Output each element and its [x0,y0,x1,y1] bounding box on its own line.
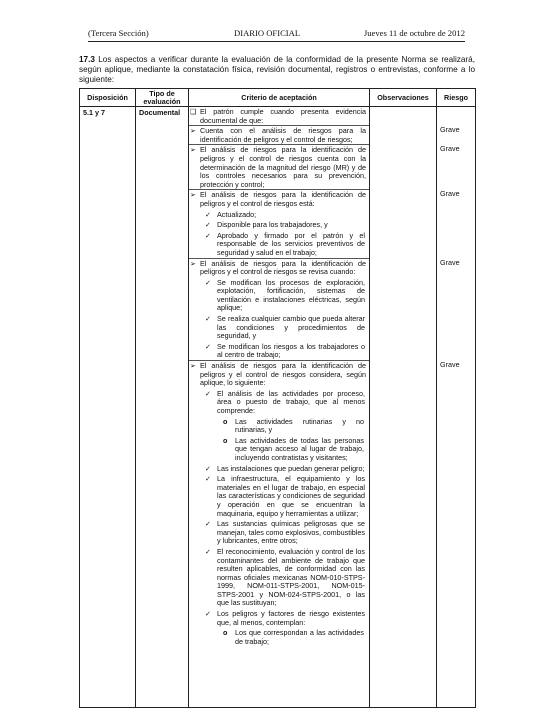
criteria-list [189,107,369,703]
col-header-criterio: Criterio de aceptación [189,89,370,107]
criteria-lead [189,107,369,125]
section-number: 17.3 [79,55,95,64]
criteria-item-text: Los peligros y factores de riesgo existentes que, al menos, contemplan: [217,609,365,627]
cell-riesgo [437,107,476,708]
criteria-item-text: Cuenta con el análisis de riesgos para la identificación de peligros y el control de riesgos; [200,126,366,144]
check-bullet-icon: ✓ [205,220,212,230]
risk-label: Grave [440,258,460,267]
check-bullet-icon: ✓ [205,546,212,556]
verification-table [79,88,476,708]
circle-bullet-icon: o [223,628,228,638]
criteria-item-text: Se modifican los riesgos a los trabajadores o al centro de trabajo; [217,341,365,360]
arrow-bullet-icon: ➢ [190,190,197,200]
check-bullet-icon: ✓ [205,314,212,324]
cell-disposicion: 5.1 y 7 [80,107,136,708]
risk-column [437,107,475,703]
criteria-item [189,437,369,463]
square-bullet-icon: ❑ [190,107,197,116]
criteria-item [189,520,369,546]
criteria-item-text: Las instalaciones que puedan generar peligro; [217,463,365,473]
criteria-item-text: Actualizado; [217,209,257,219]
criteria-item [189,189,369,208]
arrow-bullet-icon: ➢ [190,258,197,268]
criteria-item-text: Las actividades de todas las personas que tengan acceso al lugar de trabajo, incluyendo contratistas y visitantes; [235,435,364,462]
check-bullet-icon: ✓ [205,474,212,484]
criteria-item [189,465,369,474]
criteria-item [189,360,369,388]
criteria-item-text: El análisis de riesgos para la identificación de peligros y el control de riesgos considera, según aplique, lo siguiente: [200,361,366,388]
page-header [88,27,465,42]
header-date: Jueves 11 de octubre de 2012 [363,28,465,38]
criteria-item [189,258,369,277]
criteria-item [189,232,369,258]
criteria-item [189,279,369,313]
criteria-item [189,315,369,341]
criteria-item-text: Las actividades rutinarias y no rutinarias, y [235,416,364,435]
check-bullet-icon: ✓ [205,230,212,240]
intro-text: Los aspectos a verificar durante la evaluación de la conformidad de la presente Norma se realizará, según aplique, mediante la constatación física, revisión documental, registros o entrevistas, conforme a lo siguiente: [79,55,475,85]
criteria-item [189,343,369,360]
risk-label: Grave [440,125,460,134]
intro-paragraph [79,55,475,86]
criteria-item-text: Los que correspondan a las actividades de trabajo; [235,628,364,646]
table-row [80,107,476,708]
criteria-item-text: El análisis de riesgos para la identificación de peligros y el control de riesgos cuenta con la determinación de la magnitud del riesgo (MR) y de los controles necesarios para su prevención, protección y control; [200,145,366,189]
arrow-bullet-icon: ➢ [190,126,197,136]
check-bullet-icon: ✓ [205,463,212,473]
criteria-item-text: Se realiza cualquier cambio que pueda alterar las condiciones y procedimientos de seguridad, y [217,314,365,341]
criteria-item-text: La infraestructura, el equipamiento y los materiales en el lugar de trabajo, en especial las características y condiciones de seguridad y operación en que se encuentran la maquinaria, equipo y herramientas a utilizar; [217,474,365,518]
col-header-tipo: Tipo de evaluación [136,89,189,107]
criteria-lead-text: El patrón cumple cuando presenta evidencia documental de que: [200,107,366,125]
header-section: (Tercera Sección) [88,28,149,38]
check-bullet-icon: ✓ [205,341,212,351]
risk-label: Grave [440,189,460,198]
check-bullet-icon: ✓ [205,609,212,619]
risk-label: Grave [440,360,460,369]
check-bullet-icon: ✓ [205,519,212,529]
criteria-item-text: El análisis de riesgos para la identificación de peligros y el control de riesgos se revisa cuando: [200,258,366,277]
criteria-item [189,144,369,189]
criteria-item [189,610,369,627]
check-bullet-icon: ✓ [205,388,212,398]
criteria-item-text: El reconocimiento, evaluación y control de los contaminantes del ambiente de trabajo que resulten aplicables, de conformidad con las normas oficiales mexicanas NOM-010-STPS-1999, NOM-011-STPS-2001, NOM-015-STPS-2001 y NOM-024-STPS-2001, o las que las sustituyan; [217,546,365,608]
check-bullet-icon: ✓ [205,277,212,287]
col-header-riesgo: Riesgo [437,89,476,107]
criteria-item-text: Las sustancias químicas peligrosas que se manejan, tales como explosivos, combustibles y lubricantes, entre otros; [217,519,365,546]
criteria-item [189,390,369,416]
risk-label: Grave [440,144,460,153]
cell-observaciones [370,107,437,708]
check-bullet-icon: ✓ [205,209,212,219]
cell-tipo: Documental [136,107,189,708]
table-header-row [80,89,476,107]
criteria-item [189,629,369,646]
cell-criterio [189,107,370,708]
criteria-item [189,548,369,608]
criteria-item [189,221,369,230]
arrow-bullet-icon: ➢ [190,145,197,155]
arrow-bullet-icon: ➢ [190,361,197,371]
criteria-item [189,125,369,144]
criteria-item [189,418,369,435]
circle-bullet-icon: o [223,435,228,445]
header-publication: DIARIO OFICIAL [234,28,301,38]
criteria-item-text: El análisis de riesgos para la identificación de peligros y el control de riesgos está: [200,190,366,208]
criteria-item [189,211,369,220]
criteria-item-text: El análisis de las actividades por proceso, área o puesto de trabajo, que al menos comprende: [217,388,365,415]
criteria-item-text: Aprobado y firmado por el patrón y el responsable de los servicios preventivos de seguridad y salud en el trabajo; [217,230,365,257]
criteria-item-text: Disponible para los trabajadores, y [217,220,328,230]
criteria-item-text: Se modifican los procesos de exploración, explotación, fortificación, sistemas de ventilación e instalaciones eléctricas, según aplique; [217,277,365,313]
col-header-observaciones: Observaciones [370,89,437,107]
criteria-item [189,475,369,518]
circle-bullet-icon: o [223,416,228,426]
col-header-disposicion: Disposición [80,89,136,107]
